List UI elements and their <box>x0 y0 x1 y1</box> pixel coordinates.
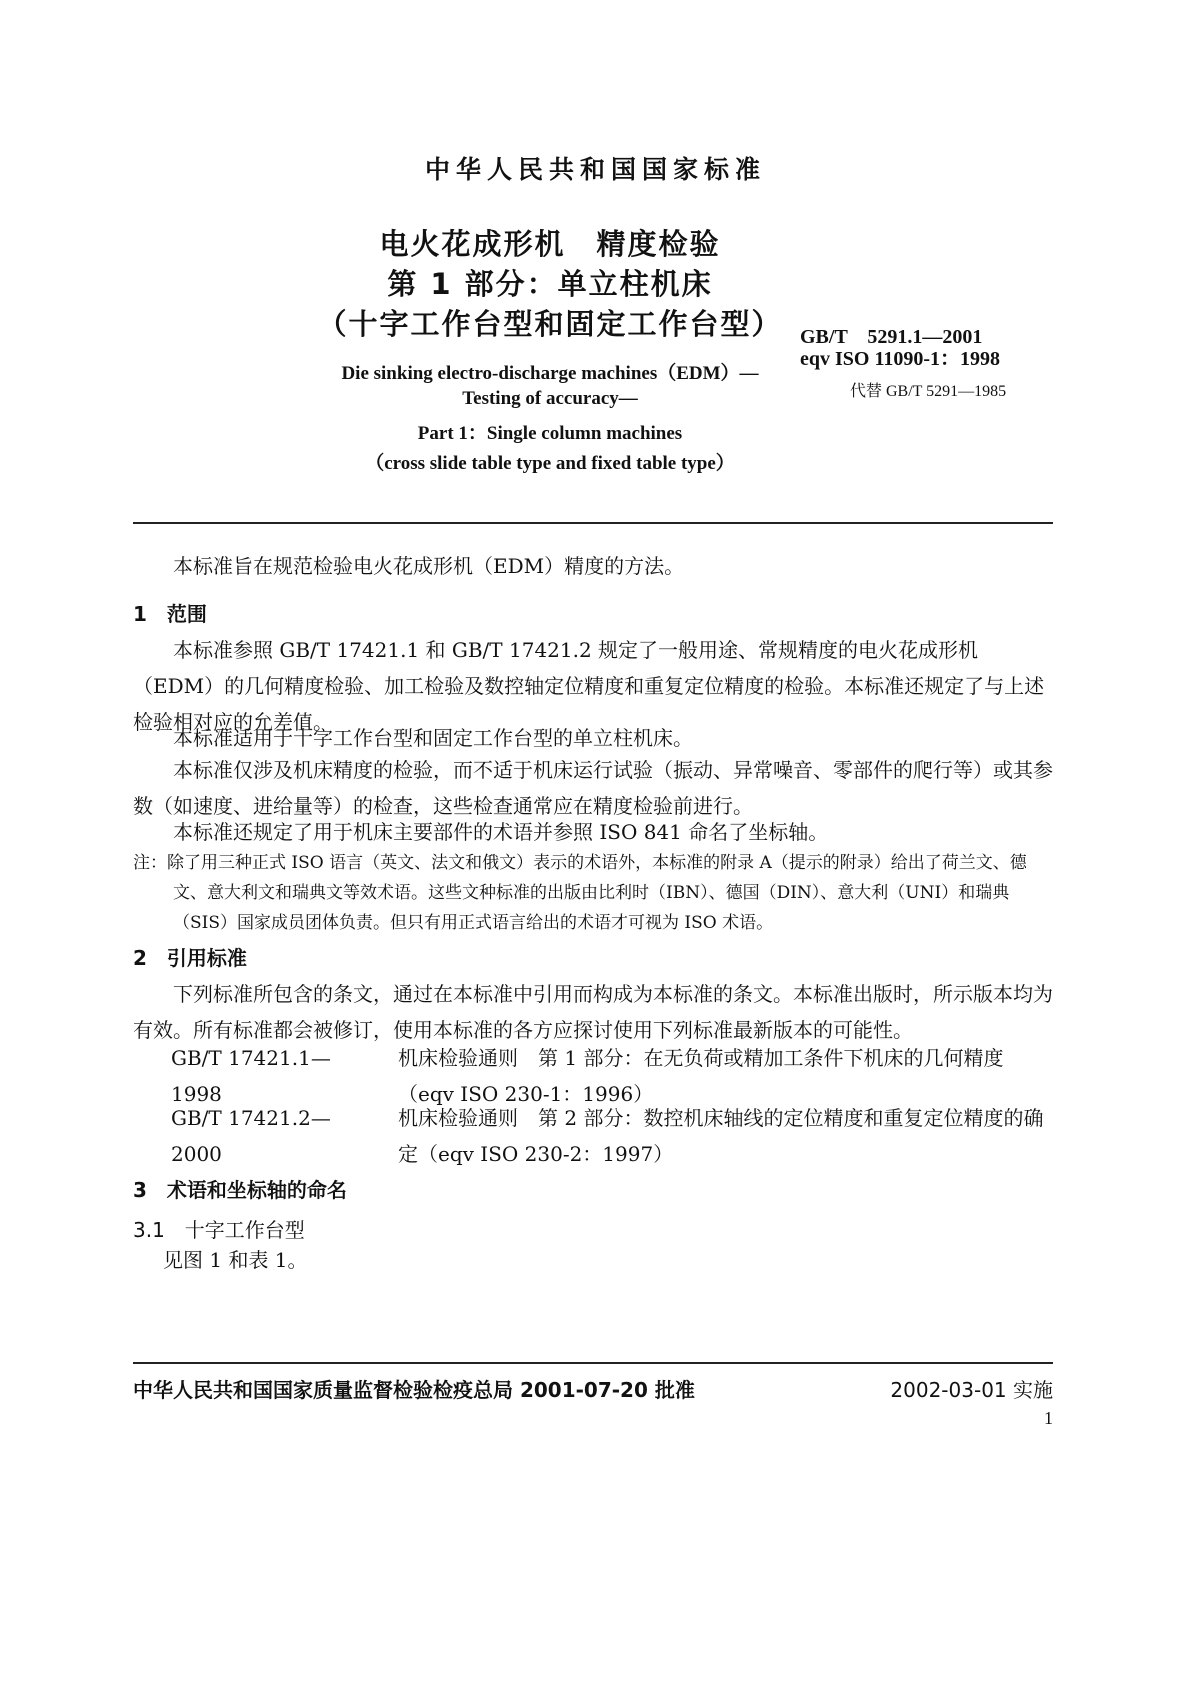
title-cn-line3: （十字工作台型和固定工作台型） <box>317 307 783 341</box>
subsection-3-1-heading: 3.1 十字工作台型 <box>133 1218 305 1242</box>
section1-heading: 1 范围 <box>133 602 207 626</box>
header-divider <box>133 522 1053 524</box>
intro-paragraph: 本标准旨在规范检验电火花成形机（EDM）精度的方法。 <box>173 554 685 578</box>
section2-heading: 2 引用标准 <box>133 946 247 970</box>
replaces-standard: 代替 GB/T 5291—1985 <box>850 383 1007 400</box>
title-en-line2: Testing of accuracy— <box>462 388 638 409</box>
effective-date: 2002-03-01 实施 <box>890 1378 1053 1402</box>
title-cn-line1: 电火花成形机 精度检验 <box>379 227 721 261</box>
section1-paragraph2: 本标准适用于十字工作台型和固定工作台型的单立柱机床。 <box>173 726 693 750</box>
section1-paragraph3: 本标准仅涉及机床精度的检验，而不适于机床运行试验（振动、异常噪音、零部件的爬行等）或其参数（如速度、进给量等）的检查，这些检查通常应在精度检验前进行。 <box>133 758 1053 818</box>
title-cn-line2: 第 1 部分：单立柱机床 <box>387 267 713 301</box>
gb-number: GB/T 5291.1—2001 <box>800 326 983 348</box>
national-standard-header: 中华人民共和国国家标准 <box>424 155 766 184</box>
section1-note: 注：除了用三种正式 ISO 语言（英文、法文和俄文）表示的术语外，本标准的附录 A（提示的附录）给出了荷兰文、德文、意大利文和瑞典文等效术语。这些文种标准的出版由比利时（IBN）、德国（DIN）、意大利（UNI）和瑞典（SIS）国家成员团体负责。但只有用正式语言给出的术语才可视为 ISO 术语。 <box>133 853 1027 933</box>
subsection-3-1-text: 见图 1 和表 1。 <box>163 1248 308 1272</box>
approval-line: 中华人民共和国国家质量监督检验检疫总局 2001-07-20 批准 <box>133 1378 695 1402</box>
page-number: 1 <box>1044 1408 1053 1428</box>
section2-paragraph1: 下列标准所包含的条文，通过在本标准中引用而构成为本标准的条文。本标准出版时，所示版本均为有效。所有标准都会被修订，使用本标准的各方应探讨使用下列标准最新版本的可能性。 <box>133 982 1053 1042</box>
title-en-line3: Part 1：Single column machines <box>417 423 683 444</box>
reference-text: 机床检验通则 第 1 部分：在无负荷或精加工条件下机床的几何精度（eqv ISO 230-1：1996） <box>398 1046 1004 1106</box>
reference-code: GB/T 17421.2—2000 <box>171 1106 331 1166</box>
reference-text: 机床检验通则 第 2 部分：数控机床轴线的定位精度和重复定位精度的确定（eqv ISO 230-2：1997） <box>398 1106 1044 1166</box>
section1-paragraph1: 本标准参照 GB/T 17421.1 和 GB/T 17421.2 规定了一般用途、常规精度的电火花成形机（EDM）的几何精度检验、加工检验及数控轴定位精度和重复定位精度的检验。本标准还规定了与上述检验相对应的允差值。 <box>133 638 1045 734</box>
eqv-iso: eqv ISO 11090-1：1998 <box>800 348 1001 370</box>
title-en-line1: Die sinking electro-discharge machines（EDM）— <box>341 363 759 384</box>
section1-paragraph4: 本标准还规定了用于机床主要部件的术语并参照 ISO 841 命名了坐标轴。 <box>173 820 829 844</box>
reference-code: GB/T 17421.1—1998 <box>171 1046 331 1106</box>
title-en-line4: （cross slide table type and fixed table type） <box>365 453 735 474</box>
section3-heading: 3 术语和坐标轴的命名 <box>133 1178 347 1202</box>
footer-divider <box>133 1362 1053 1364</box>
